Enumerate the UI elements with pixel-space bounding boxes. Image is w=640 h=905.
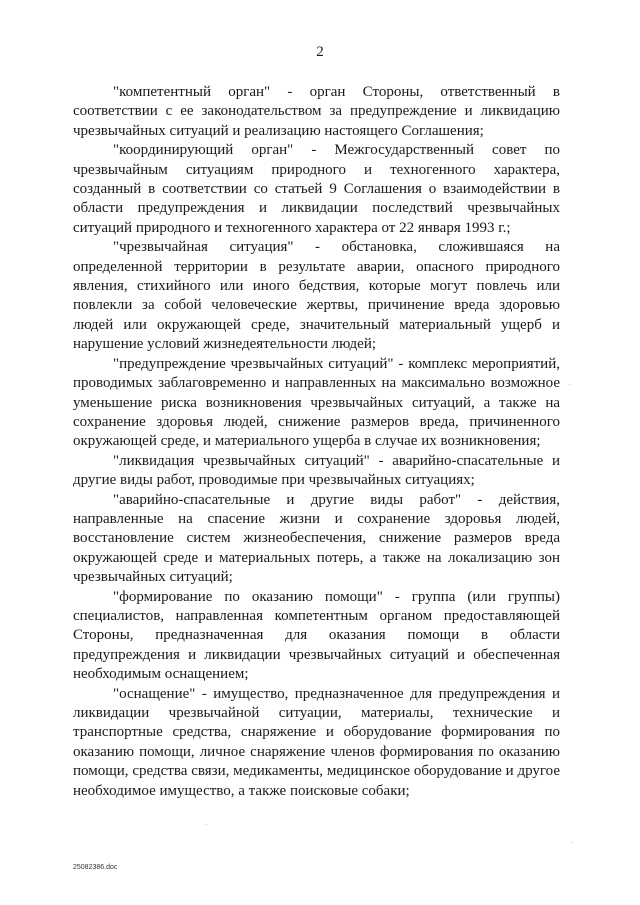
definition-assistance-unit: "формирование по оказанию помощи" - группа (или группы) специалистов, направленная компетентным органом предоставляющей Стороны, предназначенная для оказания помощи в области предупреждения и ликвидации чрезвычайных ситуаций и обеспеченная необходимым оснащением; xyxy=(73,588,560,683)
footer-filename: 25082386.doc xyxy=(73,864,118,871)
definition-rescue-works: "аварийно-спасательные и другие виды работ" - действия, направленные на спасение жизни и сохранение здоровья людей, восстановление систем жизнеобеспечения, снижение размеров вреда окружающей среде и материальных потерь, а также на локализацию зон чрезвычайных ситуаций; xyxy=(73,491,560,586)
definition-competent-authority: "компетентный орган" - орган Стороны, ответственный в соответствии с ее законодательством за предупреждение и ликвидацию чрезвычайных ситуаций и реализацию настоящего Соглашения; xyxy=(73,84,560,139)
definition-emergency-prevention: "предупреждение чрезвычайных ситуаций" - комплекс мероприятий, проводимых заблаговременно и направленных на максимально возможное уменьшение риска возникновения чрезвычайных ситуаций, а также на сохранение здоровья людей, снижение размеров вреда, причиненного окружающей среде, и материального ущерба в случае их возникновения; xyxy=(73,355,560,450)
definitions-body xyxy=(73,83,560,801)
definition-equipment: "оснащение" - имущество, предназначенное для предупреждения и ликвидации чрезвычайной ситуации, материалы, технические и транспортные средства, снаряжение и оборудование формирования по оказанию помощи, личное снаряжение членов формирования по оказанию помощи, средства связи, медикаменты, медицинское оборудование и другое необходимое имущество, а также поисковые собаки; xyxy=(73,685,560,799)
scan-speck xyxy=(571,842,572,843)
definition-coordinating-body: "координирующий орган" - Межгосударственный совет по чрезвычайным ситуациям природного и техногенного характера, созданный в соответствии со статьей 9 Соглашения о взаимодействии в области предупреждения и ликвидации последствий чрезвычайных ситуаций природного и техногенного характера от 22 января 1993 г.; xyxy=(73,142,560,236)
definition-emergency-situation: "чрезвычайная ситуация" - обстановка, сложившаяся на определенной территории в результате аварии, опасного природного явления, стихийного или иного бедствия, которые могут повлечь или повлекли за собой человеческие жертвы, причинение вреда здоровью людей или окружающей среде, значительный материальный ущерб и нарушение условий жизнедеятельности людей; xyxy=(73,239,560,353)
definition-emergency-response: "ликвидация чрезвычайных ситуаций" - аварийно-спасательные и другие виды работ, проводимые при чрезвычайных ситуациях; xyxy=(73,452,560,489)
scan-speck xyxy=(206,824,207,825)
scan-speck xyxy=(569,384,570,385)
page-number: 2 xyxy=(316,44,324,60)
